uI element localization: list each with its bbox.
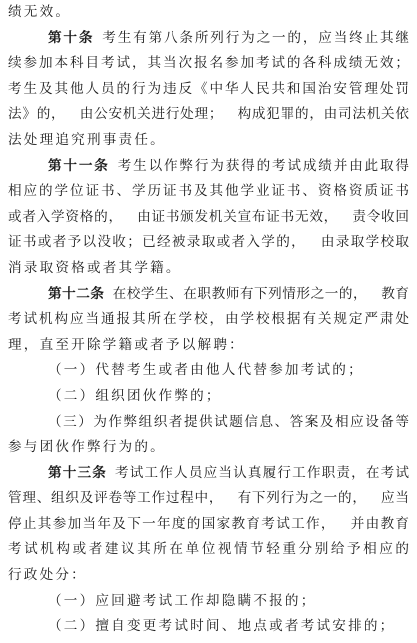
article-text: 考生有第八条所列行为之一的，应当终止其继 xyxy=(102,29,410,46)
article-heading: 第十三条 xyxy=(48,464,108,481)
article-last-line: 法处理追究刑事责任。 xyxy=(8,131,166,148)
article-last-line: 行政处分： xyxy=(8,567,87,584)
article-first-line xyxy=(8,282,409,308)
article-text-line: 证书或者予以没收；已经被录取或者入学的， 由录取学校取 xyxy=(8,234,409,251)
list-item: （二）组织团伙作弊的； xyxy=(48,387,222,404)
article-text-line: 考生及其他人员的行为违反《中华人民共和国治安管理处罚 xyxy=(8,80,409,97)
article-11 xyxy=(8,154,409,282)
article-heading: 第十二条 xyxy=(48,285,105,302)
article-text-line: 法》的， 由公安机关进行处理； 构成犯罪的，由司法机关依 xyxy=(8,106,409,123)
article-first-line xyxy=(8,26,409,52)
list-item: （一）代替考生或者由他人代替参加考试的； xyxy=(48,362,364,379)
article-12 xyxy=(8,282,409,461)
article-heading: 第十条 xyxy=(48,29,95,46)
article-13 xyxy=(8,461,409,640)
article-text: 考生以作弊行为获得的考试成绩并由此取得 xyxy=(117,157,410,174)
article-text-line: 相应的学位证书、学历证书及其他学业证书、资格资质证书 xyxy=(8,183,409,200)
article-text-line: 停止其参加当年及下一年度的国家教育考试工作， 并由教育 xyxy=(8,515,409,532)
article-last-line: 消录取资格或者其学籍。 xyxy=(8,259,182,276)
continued-text-line: 绩无效。 xyxy=(8,4,72,20)
article-first-line xyxy=(8,154,409,180)
article-10 xyxy=(8,26,409,154)
article-text-line: 管理、组织及评卷等工作过程中， 有下列行为之一的， 应当 xyxy=(8,490,409,507)
list-item-continuation: 参与团伙作弊行为的。 xyxy=(8,439,166,456)
article-text-line: 续参加本科目考试，其当次报名参加考试的各科成绩无效； xyxy=(8,55,409,72)
article-heading: 第十一条 xyxy=(48,157,110,174)
article-text: 在校学生、在职教师有下列情形之一的， 教育 xyxy=(112,285,410,302)
list-item: （一）应回避考试工作却隐瞒不报的； xyxy=(48,592,317,609)
article-text-line: 考试机构应当通报其所在学校，由学校根据有关规定严肃处 xyxy=(8,311,409,328)
article-text: 考试工作人员应当认真履行工作职责，在考试 xyxy=(115,464,410,481)
article-last-line: 理，直至开除学籍或者予以解聘： xyxy=(8,336,245,353)
article-text-line: 或者入学资格的， 由证书颁发机关宣布证书无效， 责令收回 xyxy=(8,208,409,225)
article-text-line: 考试机构或者建议其所在单位视情节轻重分别给予相应的 xyxy=(8,541,409,558)
article-first-line xyxy=(8,461,409,487)
list-item: （三）为作弊组织者提供试题信息、答案及相应设备等 xyxy=(48,413,409,430)
list-item: （二）擅自变更考试时间、地点或者考试安排的； xyxy=(48,618,396,635)
